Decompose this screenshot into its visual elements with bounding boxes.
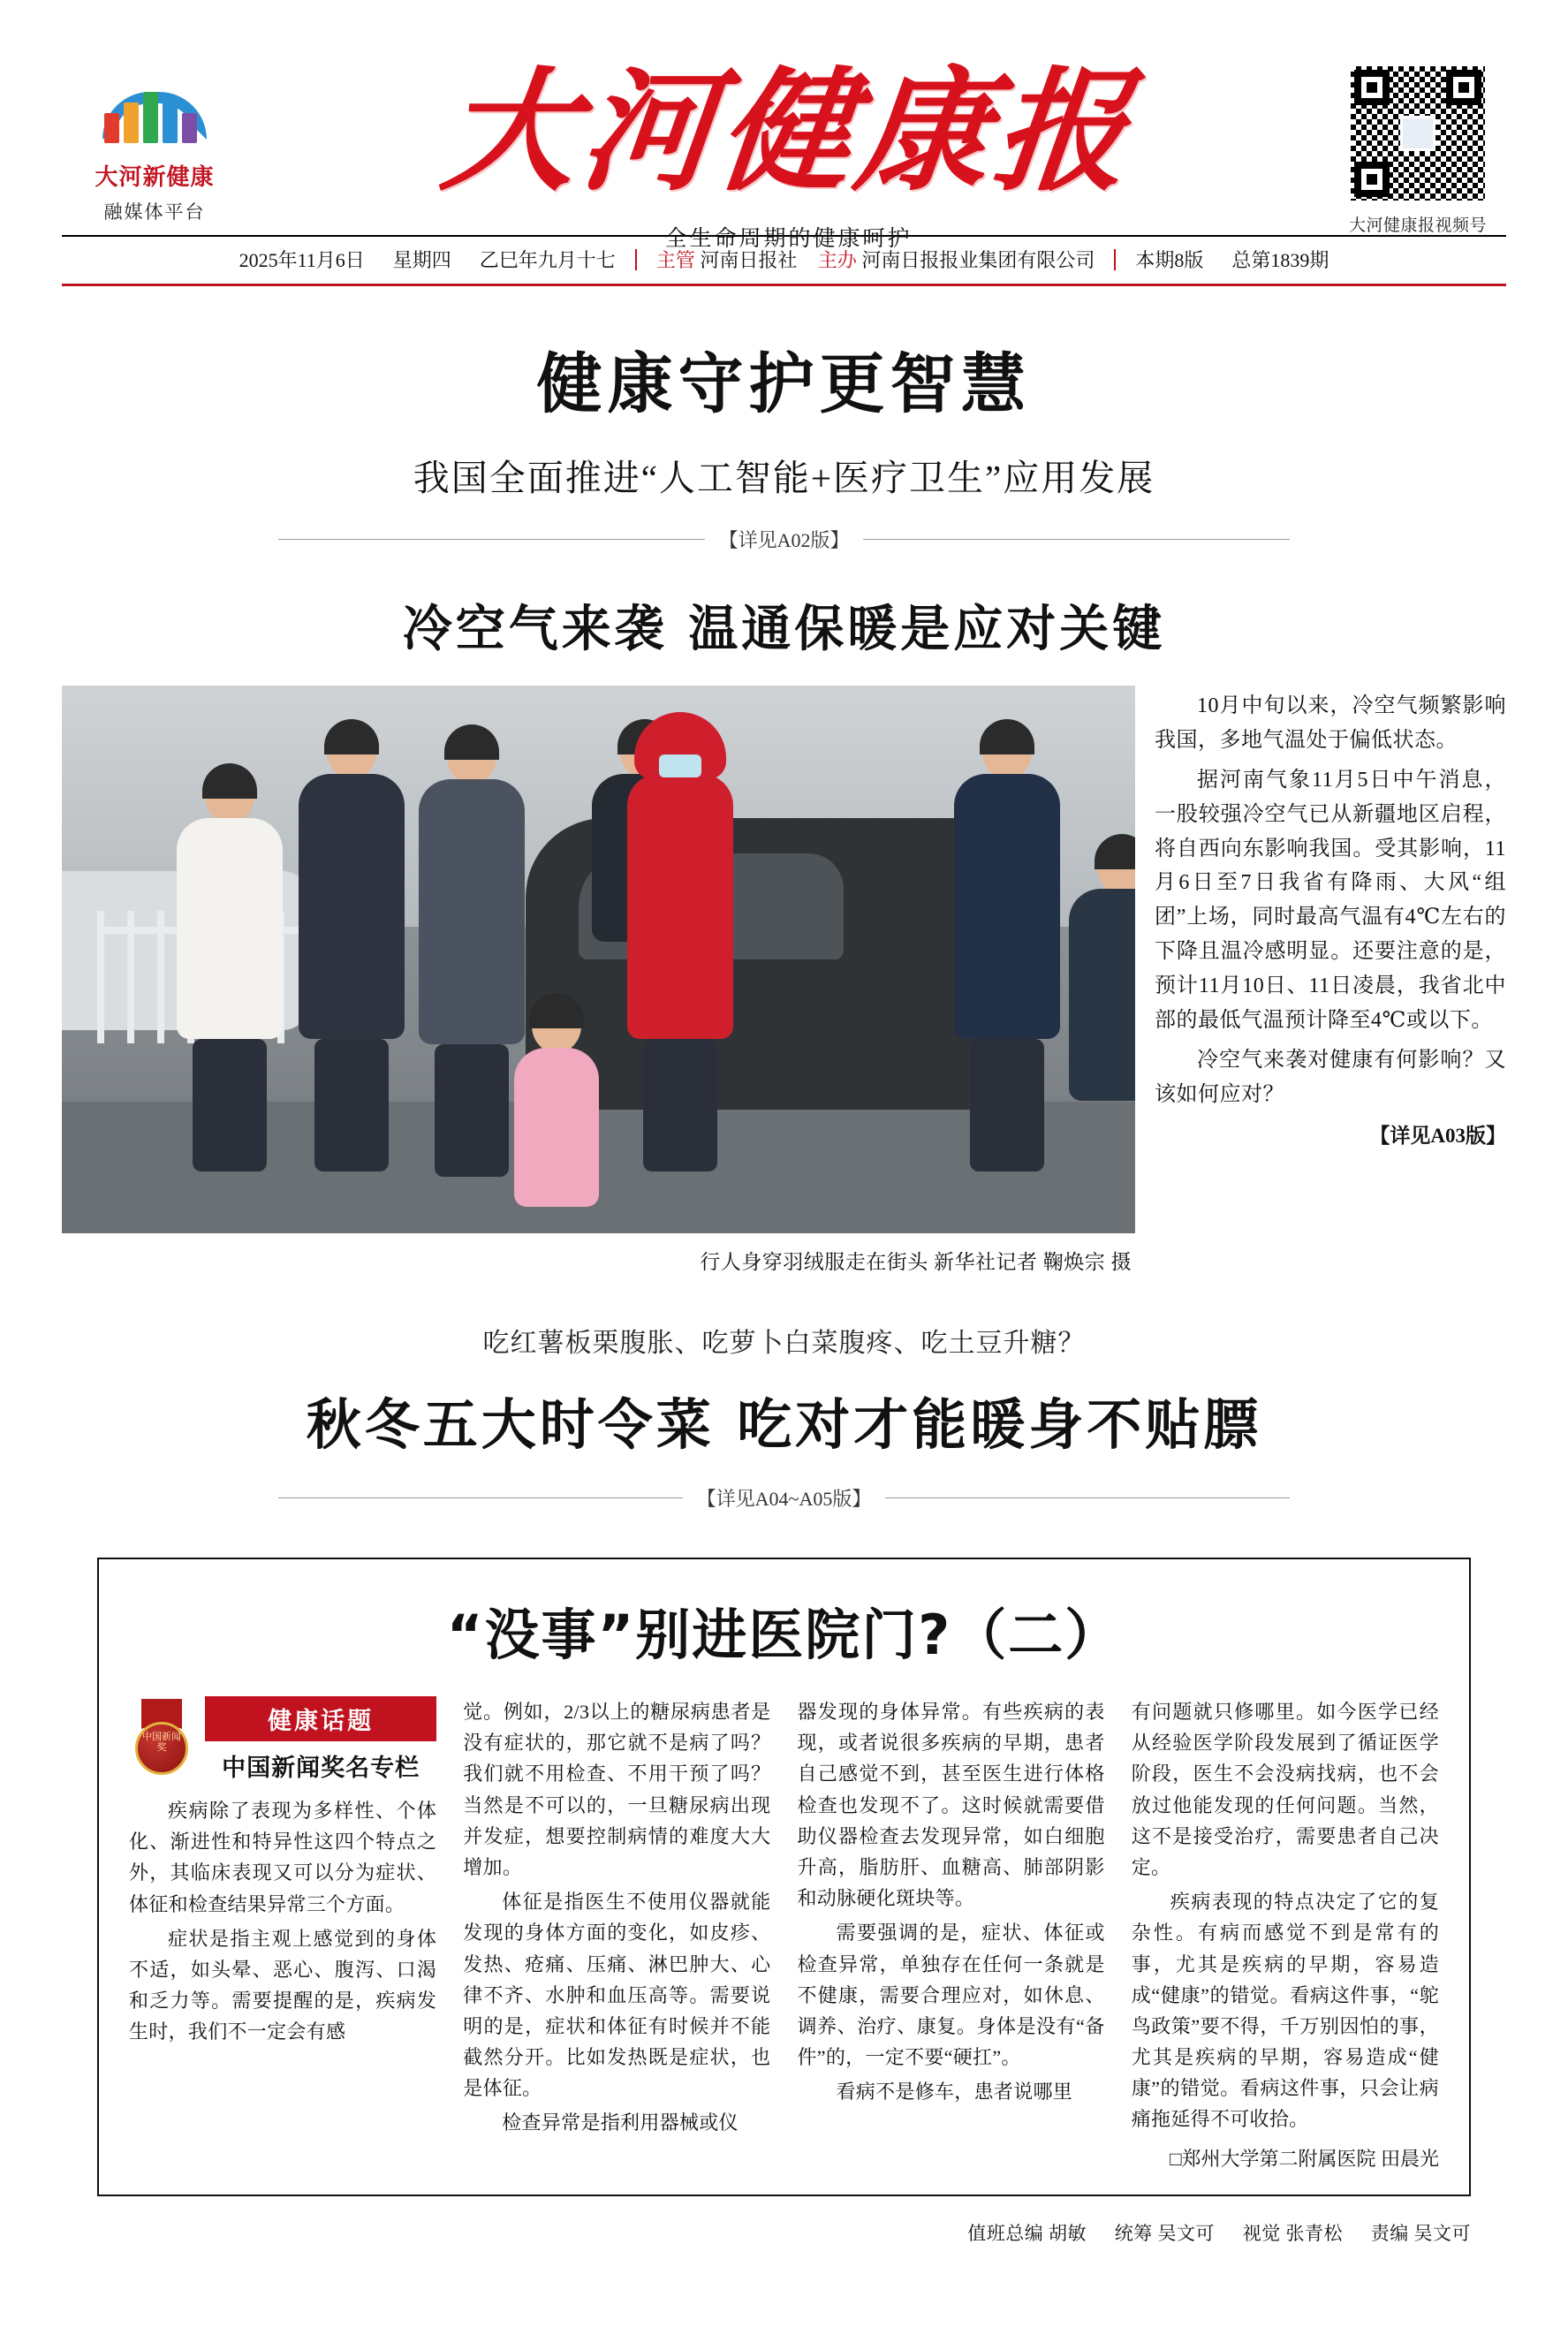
lead-story [0,286,1568,553]
supervisor-name: 河南日报社 [700,249,798,271]
feature-column-2 [463,1696,770,2172]
qr-block [1329,64,1506,236]
feature-paragraph: 疾病除了表现为多样性、个体化、渐进性和特异性这四个特点之外，其临床表现又可以分为症状、体征和检查结果异常三个方面。 [129,1800,437,1915]
medal-icon [129,1699,194,1780]
section3-headline: 秋冬五大时令菜 吃对才能暖身不贴膘 [306,1392,1262,1457]
feature-paragraph: 体征是指医生不使用仪器就能发现的身体方面的变化，如皮疹、发热、疮痛、压痛、淋巴肿大、心律不齐、水肿和血压高等。需要说明的是，症状和体征有时候并不能截然分开。比如发热既是症状，也是体征。 [463,1891,771,2100]
section3-seealso [278,1484,1290,1512]
section-seasonal-food [0,1275,1568,1512]
lead-seealso-text[interactable]: 【详见A02版】 [718,529,850,551]
sponsor-label: 主办 [817,249,857,271]
section3-seealso-text[interactable]: 【详见A04~A05版】 [696,1488,872,1510]
feature-column-3 [798,1696,1105,2172]
issue-number: 总第1839期 [1231,249,1329,271]
footer-item: 视觉 张青松 [1242,2222,1343,2244]
issue-lunar-date: 乙巳年九月十七 [479,249,616,271]
footer-item: 统筹 吴文可 [1114,2222,1215,2244]
column-badge [129,1696,436,1783]
section2-paragraph: 冷空气来袭对健康有何影响？又该如何应对？ [1155,1048,1506,1106]
qr-caption: 大河健康报视频号 [1348,216,1487,235]
issue-weekday: 星期四 [392,249,451,271]
logo-mark-icon [88,85,221,155]
masthead [0,0,1568,251]
publisher-logo [62,85,247,224]
sponsor-name: 河南日报报业集团有限公司 [861,249,1095,271]
page-title: 大河健康报 [436,54,1141,209]
logo-brand-text: 大河新健康 [95,164,215,190]
section2-paragraph: 据河南气象11月5日中午消息，一股较强冷空气已从新疆地区启程，将自西向东影响我国。受其影响，11月6日至7日我省有降雨、大风“组团”上场，同时最高气温有4℃左右的下降且温冷感明显。还要注意的是，预计11月10日、11日凌晨，我省北中部的最低气温预计降至4℃或以下。 [1155,768,1506,1032]
feature-column-4 [1132,1696,1439,2172]
footer-item: 责编 吴文可 [1370,2222,1471,2244]
feature-paragraph: 器发现的身体异常。有些疾病的表现，或者说很多疾病的早期，患者自己感觉不到，甚至医生进行体格检查也发现不了。这时候就需要借助仪器检查去发现异常，如白细胞升高，脂肪肝、血糖高、肺部阴影和动脉硬化斑块等。 [797,1701,1105,1910]
section3-kicker: 吃红薯板栗腹胀、吃萝卜白菜腹疼、吃土豆升糖？ [482,1329,1086,1358]
feature-paragraph: 症状是指主观上感觉到的身体不适，如头晕、恶心、腹泻、口渴和乏力等。需要提醒的是，疾病发生时，我们不一定会有感 [129,1927,437,2043]
feature-paragraph: 需要强调的是，症状、体征或检查异常，单独存在任何一条就是不健康，需要合理应对，如休息、调养、治疗、康复。身体是没有“备件”的，一定不要“硬扛”。 [797,1922,1105,2069]
supervisor-label: 主管 [655,249,695,271]
section2-sidebar-text [1155,686,1506,1149]
logo-sub-text: 融媒体平台 [103,201,206,223]
lead-headline: 健康守护更智慧 [536,346,1032,422]
feature-paragraph: 看病不是修车，患者说哪里 [836,2081,1073,2104]
photo-caption: 行人身穿羽绒服走在街头 新华社记者 鞠焕宗 摄 [700,1251,1132,1273]
footer-item: 值班总编 胡敏 [967,2222,1087,2244]
news-photo [62,686,1135,1233]
section-cold-wave [0,553,1568,1275]
feature-column-1 [129,1696,436,2172]
page-footer [97,2219,1471,2246]
feature-title: “没事”别进医院门?（二） [446,1603,1122,1667]
section2-paragraph: 10月中旬以来，冷空气频繁影响我国，多地气温处于偏低状态。 [1155,694,1506,752]
article-byline: □郑州大学第二附属医院 田晨光 [1170,2147,1439,2170]
column-award-label: 中国新闻奖名专栏 [222,1755,420,1781]
issue-pages: 本期8版 [1135,249,1204,271]
paper-slogan: 全生命周期的健康呵护 [664,227,913,251]
paper-title-block [247,54,1329,253]
feature-paragraph: 觉。例如，2/3以上的糖尿病患者是没有症状的，那它就不是病了吗？我们就不用检查、不用干预了吗？当然是不可以的，一旦糖尿病出现并发症，想要控制病情的难度大大增加。 [463,1701,771,1878]
feature-paragraph: 检查异常是指利用器械或仪 [502,2111,739,2134]
lead-seealso [278,526,1290,553]
status-badge: 健康话题 [205,1696,436,1741]
lead-subhead: 我国全面推进“人工智能+医疗卫生”应用发展 [413,458,1155,498]
medal-label: 中国新闻奖 [135,1722,188,1775]
feature-article [97,1558,1471,2196]
photo-block [62,686,1135,1275]
section2-seealso[interactable]: 【详见A03版】 [1369,1124,1506,1147]
feature-paragraph: 疾病表现的特点决定了它的复杂性。有病而感觉不到是常有的事，尤其是疾病的早期，容易造成“健康”的错觉。看病这件事，“鸵鸟政策”要不得，千万别因怕的事，尤其是疾病的早期，容易造成“健康”的错觉。看病这件事，只会让病痛拖延得不可收拾。 [1131,1891,1439,2131]
qr-code-icon[interactable] [1348,64,1488,203]
section2-headline: 冷空气来袭 温通保暖是应对关键 [402,601,1166,658]
feature-paragraph: 有问题就只修哪里。如今医学已经从经验医学阶段发展到了循证医学阶段，医生不会没病找病，也不会放过他能发现的任何问题。当然，这不是接受治疗，需要患者自己决定。 [1131,1701,1439,1878]
issue-date: 2025年11月6日 [239,249,365,271]
